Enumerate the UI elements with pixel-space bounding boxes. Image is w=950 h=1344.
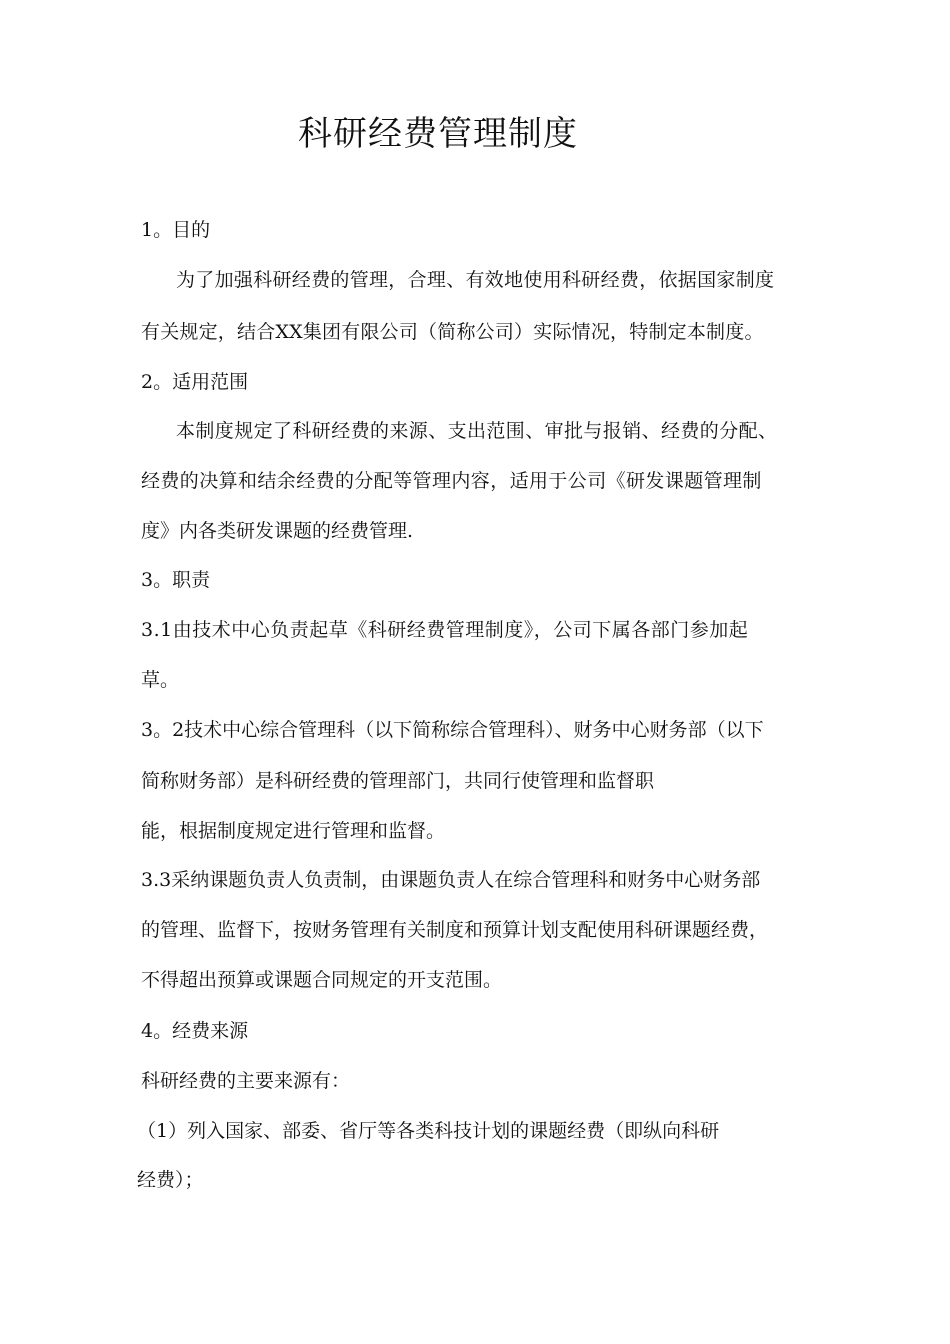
list-item-line: 经费）； xyxy=(137,1169,204,1191)
paragraph-line: 草。 xyxy=(141,669,180,691)
paragraph-line: 度》内各类研发课题的经费管理. xyxy=(141,520,414,542)
paragraph-line: 经费的决算和结余经费的分配等管理内容，适用于公司《研发课题管理制 xyxy=(141,470,762,492)
section-heading-funding-source: 4。经费来源 xyxy=(141,1020,249,1042)
paragraph-line: 3.1由技术中心负责起草《科研经费管理制度》，公司下属各部门参加起 xyxy=(141,619,749,641)
paragraph-line: 科研经费的主要来源有： xyxy=(141,1070,351,1092)
paragraph-line: 为了加强科研经费的管理，合理、有效地使用科研经费，依据国家制度 xyxy=(176,269,775,291)
document-title: 科研经费管理制度 xyxy=(298,114,578,154)
paragraph-line: 本制度规定了科研经费的来源、支出范围、审批与报销、经费的分配、 xyxy=(176,420,778,442)
paragraph-line: 的管理、监督下，按财务管理有关制度和预算计划支配使用科研课题经费， xyxy=(141,919,769,941)
paragraph-line: 3。2技术中心综合管理科（以下简称综合管理科）、财务中心财务部（以下 xyxy=(141,719,764,741)
paragraph-line: 简称财务部）是科研经费的管理部门，共同行使管理和监督职 xyxy=(141,770,655,792)
paragraph-line: 能，根据制度规定进行管理和监督。 xyxy=(141,820,446,842)
list-item-line: （1）列入国家、部委、省厅等各类科技计划的课题经费（即纵向科研 xyxy=(137,1120,720,1142)
section-heading-purpose: 1。目的 xyxy=(141,219,211,241)
paragraph-line: 3.3采纳课题负责人负责制，由课题负责人在综合管理科和财务中心财务部 xyxy=(141,869,761,891)
section-heading-scope: 2。适用范围 xyxy=(141,371,249,393)
section-heading-responsibility: 3。职责 xyxy=(141,569,211,591)
paragraph-line: 不得超出预算或课题合同规定的开支范围。 xyxy=(141,969,503,991)
paragraph-line: 有关规定，结合XX集团有限公司（简称公司）实际情况，特制定本制度。 xyxy=(141,321,764,343)
